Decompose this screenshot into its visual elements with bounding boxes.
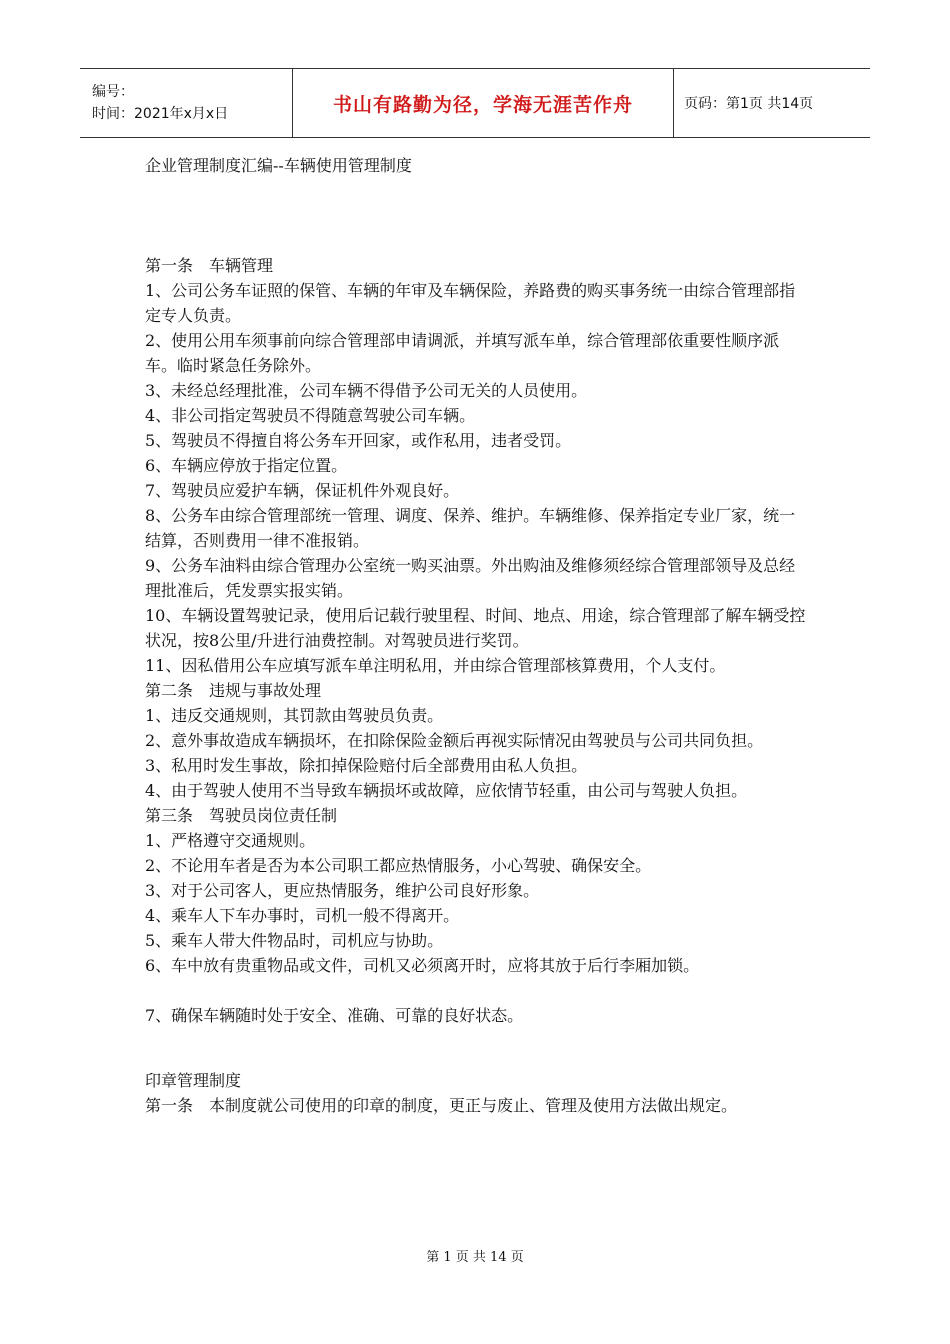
- document-number: 编号：: [92, 84, 134, 100]
- list-item: 1、违反交通规则，其罚款由驾驶员负责。: [145, 706, 444, 725]
- list-item: 1、公司公务车证照的保管、车辆的年审及车辆保险，养路费的购买事务统一由综合管理部指定专人负责。: [145, 281, 796, 325]
- list-item: 2、使用公用车须事前向综合管理部申请调派，并填写派车单，综合管理部依重要性顺序派车。临时紧急任务除外。: [145, 331, 780, 375]
- seal-article: 第一条 本制度就公司使用的印章的制度，更正与废止、管理及使用方法做出规定。: [145, 1096, 738, 1115]
- list-item: 7、驾驶员应爱护车辆，保证机件外观良好。: [145, 481, 460, 500]
- section-heading: 第二条 违规与事故处理: [145, 681, 322, 700]
- document-title: 企业管理制度汇编--车辆使用管理制度: [145, 156, 412, 175]
- list-item: 6、车辆应停放于指定位置。: [145, 456, 348, 475]
- list-item: 4、乘车人下车办事时，司机一般不得离开。: [145, 906, 460, 925]
- list-item: 3、对于公司客人，更应热情服务，维护公司良好形象。: [145, 881, 540, 900]
- section-heading: 第三条 驾驶员岗位责任制: [145, 806, 338, 825]
- list-item: 11、因私借用公车应填写派车单注明私用，并由综合管理部核算费用，个人支付。: [145, 656, 726, 675]
- list-item: 4、由于驾驶人使用不当导致车辆损坏或故障，应依情节轻重，由公司与驾驶人负担。: [145, 781, 748, 800]
- list-item: 2、意外事故造成车辆损坏，在扣除保险金额后再视实际情况由驾驶员与公司共同负担。: [145, 731, 764, 750]
- section-heading: 第一条 车辆管理: [145, 256, 274, 275]
- list-item: 8、公务车由综合管理部统一管理、调度、保养、维护。车辆维修、保养指定专业厂家，统一结算，否则费用一律不准报销。: [145, 506, 796, 550]
- header-motto-cell: [292, 69, 674, 137]
- header-page-info: 页码：第1页 共14页: [684, 96, 814, 112]
- list-item: 7、确保车辆随时处于安全、准确、可靠的良好状态。: [145, 1006, 524, 1025]
- header-meta: [80, 69, 292, 137]
- list-item: 3、私用时发生事故，除扣掉保险赔付后全部费用由私人负担。: [145, 756, 588, 775]
- list-item: 4、非公司指定驾驶员不得随意驾驶公司车辆。: [145, 406, 476, 425]
- seal-section-title: 印章管理制度: [145, 1071, 242, 1090]
- header-page-info-cell: [674, 69, 870, 137]
- list-item: 1、严格遵守交通规则。: [145, 831, 316, 850]
- list-item: 5、乘车人带大件物品时，司机应与协助。: [145, 931, 444, 950]
- list-item: 9、公务车油料由综合管理办公室统一购买油票。外出购油及维修须经综合管理部领导及总经理批准后，凭发票实报实销。: [145, 556, 796, 600]
- page-footer: [0, 1246, 950, 1265]
- list-item: 6、车中放有贵重物品或文件，司机又必须离开时，应将其放于后行李厢加锁。: [145, 956, 700, 975]
- document-body: [145, 153, 811, 1118]
- page-header: [80, 68, 870, 138]
- list-item: 2、不论用车者是否为本公司职工都应热情服务，小心驾驶、确保安全。: [145, 856, 652, 875]
- list-item: 5、驾驶员不得擅自将公务车开回家，或作私用，违者受罚。: [145, 431, 572, 450]
- document-time: 时间：2021年x月x日: [92, 106, 229, 122]
- footer-page-number: 第 1 页 共 14 页: [426, 1250, 524, 1265]
- list-item: 10、车辆设置驾驶记录，使用后记载行驶里程、时间、地点、用途，综合管理部了解车辆受控状况，按8公里/升进行油费控制。对驾驶员进行奖罚。: [145, 606, 806, 650]
- list-item: 3、未经总经理批准，公司车辆不得借予公司无关的人员使用。: [145, 381, 588, 400]
- header-motto: 书山有路勤为径，学海无涯苦作舟: [332, 93, 633, 116]
